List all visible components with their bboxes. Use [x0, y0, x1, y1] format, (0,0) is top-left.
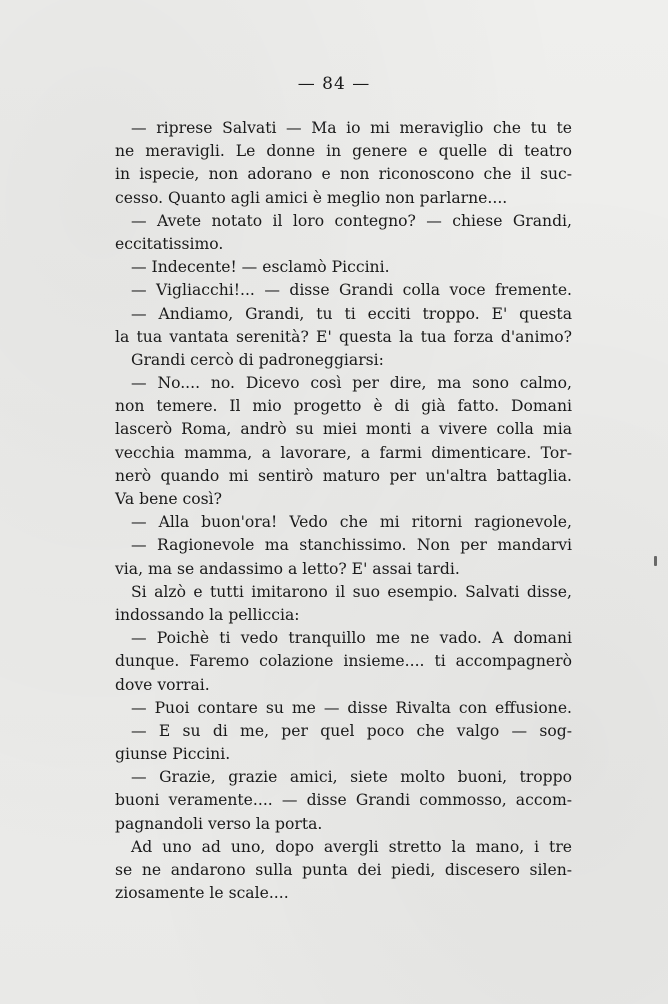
text-line: non temere. Il mio progetto è di già fatto. Domani [115, 397, 572, 416]
text-line: giunse Piccini. [115, 745, 231, 764]
text-line: — No.... no. Dicevo così per dire, ma sono calmo, [131, 374, 572, 393]
page-number: — 84 — [297, 74, 371, 94]
body-text [115, 117, 572, 905]
margin-speck [654, 556, 657, 566]
text-line: — Alla buon'ora! Vedo che mi ritorni ragionevole, [131, 513, 572, 532]
text-line: Grandi cercò di padroneggiarsi: [131, 350, 384, 369]
text-line: — Andiamo, Grandi, tu ti ecciti troppo. E' questa [131, 304, 572, 323]
text-line: vecchia mamma, a lavorare, a farmi dimenticare. Tor- [115, 443, 572, 462]
text-line: pagnandoli verso la porta. [115, 814, 323, 833]
text-line: — Indecente! — esclamò Piccini. [131, 258, 390, 277]
text-line: — Grazie, grazie amici, siete molto buoni, troppo [131, 768, 572, 787]
text-line: — Ragionevole ma stanchissimo. Non per mandarvi [131, 536, 572, 555]
text-line: — riprese Salvati — Ma io mi meraviglio che tu te [131, 119, 572, 137]
text-line: la tua vantata serenità? E' questa la tua forza d'animo? [115, 327, 572, 346]
text-line: nerò quando mi sentirò maturo per un'altra battaglia. [115, 466, 572, 485]
text-line: via, ma se andassimo a letto? E' assai tardi. [115, 559, 460, 578]
text-line: — Poichè ti vedo tranquillo me ne vado. A domani [131, 629, 572, 648]
text-line: — Puoi contare su me — disse Rivalta con effusione. [131, 698, 572, 717]
text-line: eccitatissimo. [115, 234, 224, 253]
text-line: lascerò Roma, andrò su miei monti a vivere colla mia [115, 420, 572, 439]
text-line: — E su di me, per quel poco che valgo — sog- [131, 721, 572, 740]
text-line: Va bene così? [115, 490, 222, 508]
text-line: — Vigliacchi!... — disse Grandi colla voce fremente. [131, 281, 572, 300]
text-line: buoni veramente.... — disse Grandi commosso, accom- [115, 791, 572, 810]
text-line: Si alzò e tutti imitarono il suo esempio. Salvati disse, [131, 582, 572, 601]
text-line: dove vorrai. [115, 675, 210, 694]
text-line: Ad uno ad uno, dopo avergli stretto la mano, i tre [131, 837, 572, 856]
text-line: in ispecie, non adorano e non riconoscono che il suc- [115, 165, 572, 184]
text-line: ne meravigli. Le donne in genere e quelle di teatro [115, 142, 572, 161]
text-line: ziosamente le scale.... [115, 884, 289, 903]
text-line: dunque. Faremo colazione insieme.... ti accompagnerò [115, 652, 572, 671]
text-line: indossando la pelliccia: [115, 605, 300, 624]
text-line: cesso. Quanto agli amici è meglio non parlarne.... [115, 188, 508, 207]
text-line: — Avete notato il loro contegno? — chiese Grandi, [131, 211, 572, 230]
text-line: se ne andarono sulla punta dei piedi, discesero silen- [115, 861, 572, 879]
